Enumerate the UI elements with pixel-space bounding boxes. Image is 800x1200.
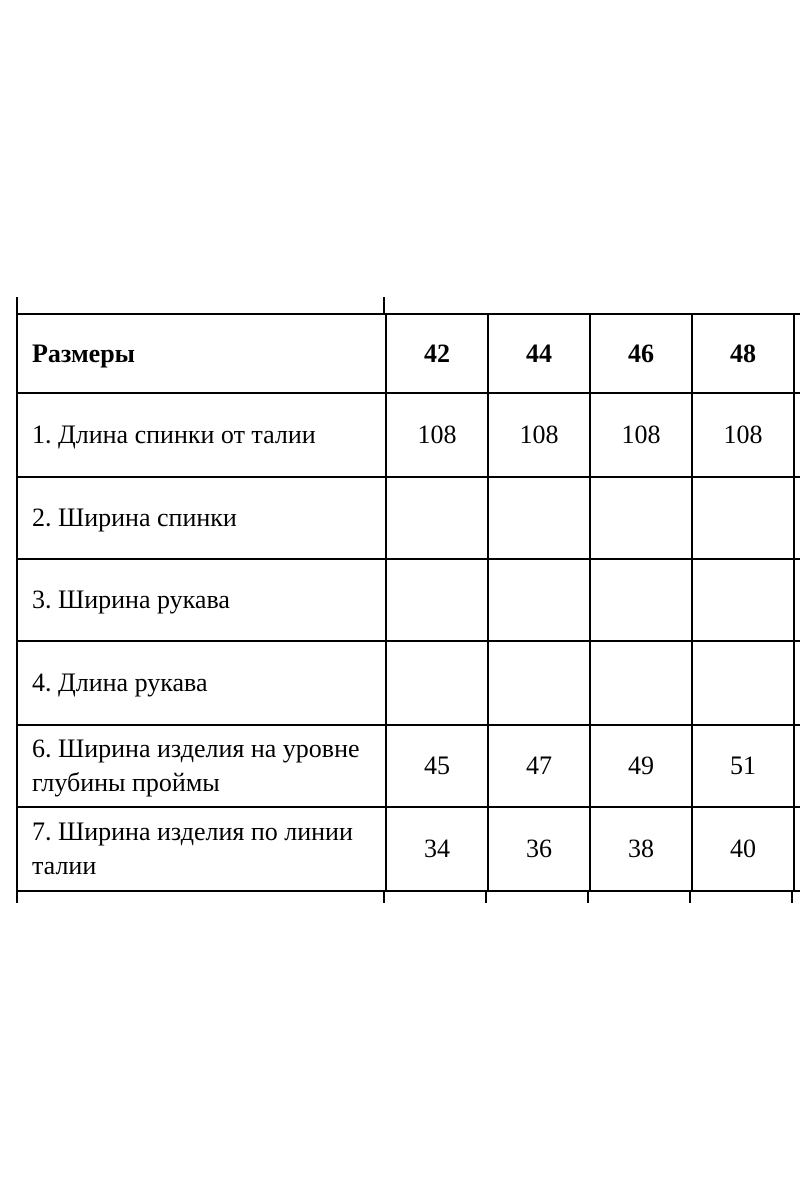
measurement-value-cell: 108 xyxy=(692,393,794,477)
table-row xyxy=(17,393,800,477)
table-top-border-stub xyxy=(383,297,385,314)
measurement-value-cell xyxy=(488,477,590,559)
table-bottom-border-stub xyxy=(587,891,589,903)
table-row xyxy=(17,559,800,641)
measurement-value-cell: 51 xyxy=(692,725,794,807)
measurement-value-cell xyxy=(794,393,800,477)
measurement-value-cell: 38 xyxy=(590,807,692,891)
measurement-value-cell: 47 xyxy=(488,725,590,807)
measurement-value-cell: 49 xyxy=(590,725,692,807)
measurement-value-cell xyxy=(794,559,800,641)
table-row xyxy=(17,477,800,559)
measurement-label-cell: 2. Ширина спинки xyxy=(17,477,386,559)
measurement-value-cell xyxy=(386,559,488,641)
table-bottom-border-stub xyxy=(791,891,793,903)
table-row xyxy=(17,641,800,725)
measurement-label-cell: 1. Длина спинки от талии xyxy=(17,393,386,477)
measurement-value-cell xyxy=(386,477,488,559)
size-header-cell: 48 xyxy=(692,314,794,393)
measurement-value-cell: 108 xyxy=(386,393,488,477)
measurement-value-cell xyxy=(488,559,590,641)
measurement-value-cell xyxy=(590,559,692,641)
measurement-label-cell: 6. Ширина изделия на уровне глубины проймы xyxy=(17,725,386,807)
table-bottom-border-stub xyxy=(16,891,18,903)
measurement-value-cell xyxy=(692,559,794,641)
measurement-value-cell xyxy=(794,725,800,807)
measurement-value-cell xyxy=(590,477,692,559)
size-table xyxy=(16,313,800,892)
measurement-value-cell xyxy=(692,477,794,559)
measurement-value-cell xyxy=(794,641,800,725)
measurement-label-cell: 3. Ширина рукава xyxy=(17,559,386,641)
measurement-label-cell: 7. Ширина изделия по линии талии xyxy=(17,807,386,891)
measurement-value-cell: 108 xyxy=(590,393,692,477)
size-header-cell: 42 xyxy=(386,314,488,393)
measurement-value-cell xyxy=(794,807,800,891)
measurement-value-cell: 40 xyxy=(692,807,794,891)
table-row xyxy=(17,725,800,807)
table-row xyxy=(17,807,800,891)
measurement-value-cell: 36 xyxy=(488,807,590,891)
measurement-value-cell xyxy=(794,477,800,559)
measurement-value-cell xyxy=(386,641,488,725)
table-top-border-stub xyxy=(16,297,18,314)
measurement-label-cell: 4. Длина рукава xyxy=(17,641,386,725)
table-bottom-border-stub xyxy=(485,891,487,903)
measurement-value-cell xyxy=(590,641,692,725)
measurement-value-cell xyxy=(488,641,590,725)
measurement-value-cell: 34 xyxy=(386,807,488,891)
size-header-cell: 44 xyxy=(488,314,590,393)
measurement-value-cell: 108 xyxy=(488,393,590,477)
table-header-row xyxy=(17,314,800,393)
measurement-value-cell: 45 xyxy=(386,725,488,807)
table-bottom-border-stub xyxy=(689,891,691,903)
table-bottom-border-stub xyxy=(383,891,385,903)
measurement-value-cell xyxy=(692,641,794,725)
size-header-cell: 46 xyxy=(590,314,692,393)
size-header-cell xyxy=(794,314,800,393)
header-label-cell: Размеры xyxy=(17,314,386,393)
